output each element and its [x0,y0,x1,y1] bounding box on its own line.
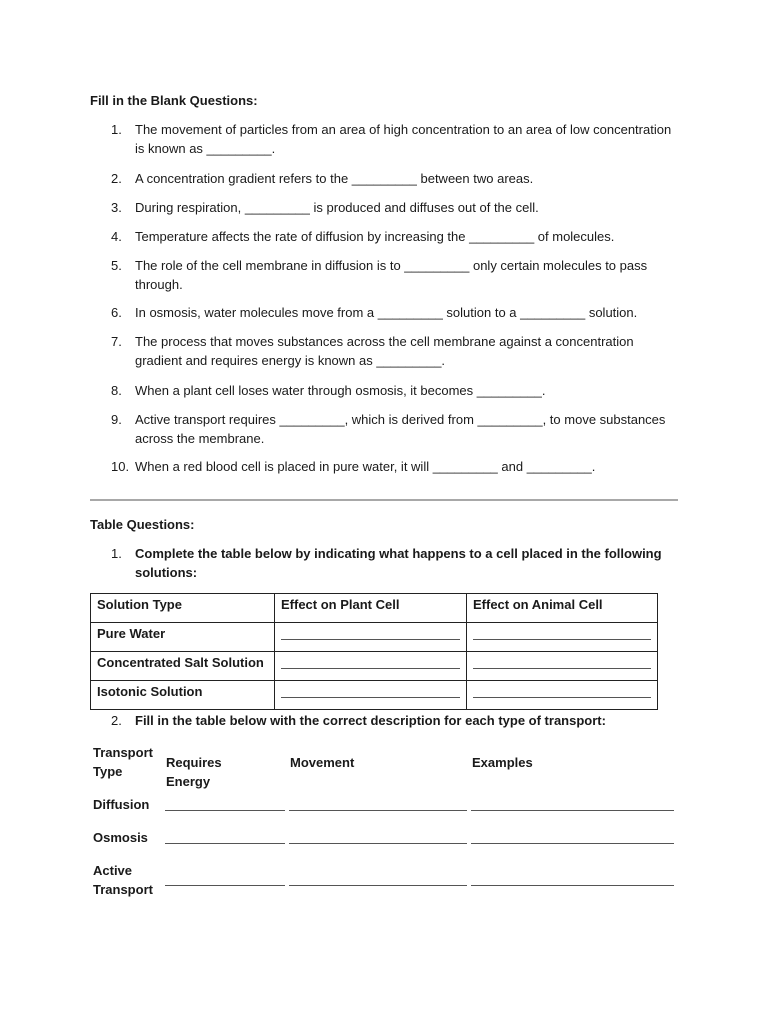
question-text: When a red blood cell is placed in pure water, it will _________ and _________. [135,459,596,474]
question-text: A concentration gradient refers to the _________ between two areas. [135,171,534,186]
question-text: When a plant cell loses water through osmosis, it becomes _________. [135,383,546,398]
table-row [91,623,658,652]
question-text: Fill in the table below with the correct description for each type of transport: [135,713,606,728]
table-questions-heading: Table Questions: [90,517,195,532]
question-text: The role of the cell membrane in diffusion is to _________ only certain molecules to pass through. [135,258,648,292]
answer-blank[interactable] [165,810,285,811]
answer-blank[interactable] [289,810,467,811]
answer-blank[interactable] [471,885,674,886]
question-text: In osmosis, water molecules move from a _________ solution to a _________ solution. [135,305,638,320]
question-9: 9. Active transport requires _________, which is derived from _________, to move substances across the membrane. [111,411,691,448]
row-label: Diffusion [93,797,150,812]
question-text: The process that moves substances across the cell membrane against a concentration gradient and requires energy is known as _________. [135,334,634,368]
table-row [91,652,658,681]
answer-blank[interactable] [165,885,285,886]
header-examples: Examples [472,755,533,770]
question-text: Temperature affects the rate of diffusion by increasing the _________ of molecules. [135,229,615,244]
row-label: Active Transport [93,863,153,897]
answer-blank[interactable] [289,843,467,844]
question-3: 3. During respiration, _________ is produced and diffuses out of the cell. [111,199,691,218]
answer-blank[interactable] [275,681,467,710]
answer-blank[interactable] [275,652,467,681]
answer-blank[interactable] [289,885,467,886]
header-requires-energy: Requires Energy [166,755,222,789]
answer-blank[interactable] [165,843,285,844]
answer-blank[interactable] [467,681,658,710]
row-label: Osmosis [93,830,148,845]
table-question-2: 2. Fill in the table below with the correct description for each type of transport: [111,712,691,731]
question-8: 8. When a plant cell loses water through osmosis, it becomes _________. [111,382,691,401]
question-text: The movement of particles from an area of high concentration to an area of low concentration is known as _________. [135,122,672,156]
answer-blank[interactable] [471,843,674,844]
question-4: 4. Temperature affects the rate of diffusion by increasing the _________ of molecules. [111,228,691,247]
fill-in-blank-heading: Fill in the Blank Questions: [90,93,258,108]
answer-blank[interactable] [467,623,658,652]
row-label: Pure Water [91,623,275,652]
row-label: Concentrated Salt Solution [91,652,275,681]
question-6: 6. In osmosis, water molecules move from a _________ solution to a _________ solution. [111,304,691,323]
header-transport-type: Transport Type [93,745,153,779]
table-row [91,681,658,710]
question-5: 5. The role of the cell membrane in diffusion is to _________ only certain molecules to pass through. [111,257,691,294]
header-plant-cell: Effect on Plant Cell [275,594,467,623]
question-text: Active transport requires _________, which is derived from _________, to move substances across the membrane. [135,412,666,446]
question-text: During respiration, _________ is produced and diffuses out of the cell. [135,200,539,215]
answer-blank[interactable] [467,652,658,681]
header-animal-cell: Effect on Animal Cell [467,594,658,623]
header-movement: Movement [290,755,355,770]
table-question-1: 1. Complete the table below by indicating what happens to a cell placed in the following solutions: [111,545,691,582]
header-solution-type: Solution Type [91,594,275,623]
answer-blank[interactable] [471,810,674,811]
row-label: Isotonic Solution [91,681,275,710]
question-10: 10. When a red blood cell is placed in pure water, it will _________ and _________. [111,458,691,477]
question-7: 7. The process that moves substances across the cell membrane against a concentration gradient and requires energy is known as _________. [111,333,691,370]
solution-effects-table [90,593,658,710]
question-text: Complete the table below by indicating what happens to a cell placed in the following solutions: [135,546,662,580]
question-1: 1. The movement of particles from an area of high concentration to an area of low concentration is known as _________. [111,121,691,158]
question-2: 2. A concentration gradient refers to the _________ between two areas. [111,170,691,189]
answer-blank[interactable] [275,623,467,652]
table-header-row [91,594,658,623]
section-divider [90,499,678,501]
